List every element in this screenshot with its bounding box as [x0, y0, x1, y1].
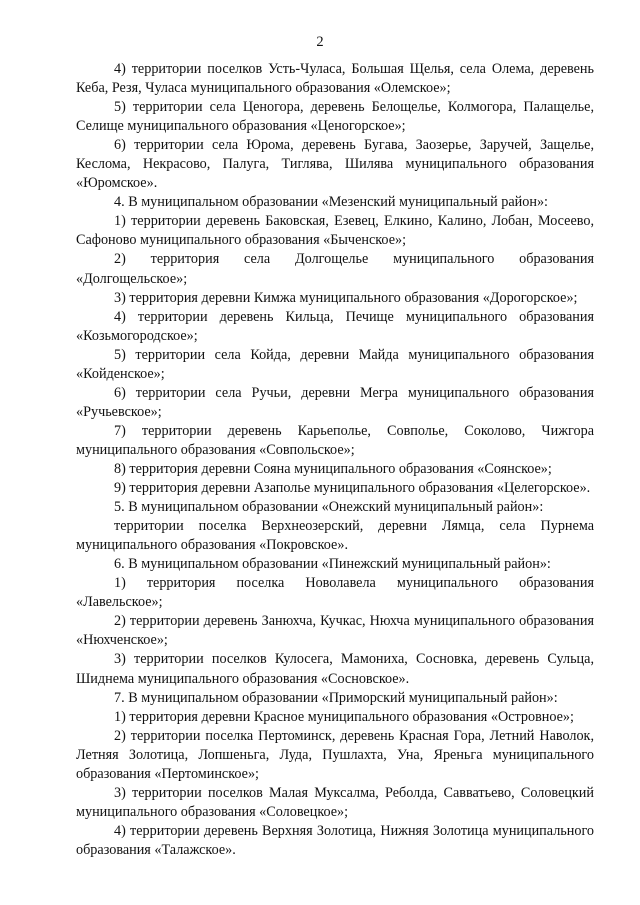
paragraph: 1) территория поселка Новолавела муниципального образования «Лавельское»;: [76, 575, 594, 611]
document-body: [76, 60, 594, 860]
paragraph: 3) территории поселков Малая Муксалма, Реболда, Савватьево, Соловецкий муниципального образования «Соловецкое»;: [76, 784, 594, 820]
paragraph: 4) территории деревень Верхняя Золотица, Нижняя Золотица муниципального образования «Талажское».: [76, 822, 594, 858]
paragraph: 5) территории села Койда, деревни Майда муниципального образования «Койденское»;: [76, 346, 594, 382]
paragraph: 2) территории поселка Пертоминск, деревень Красная Гора, Летний Наволок, Летняя Золотица, Лопшеньга, Луда, Пушлахта, Уна, Яреньга муниципального образования «Пертоминское»;: [76, 727, 594, 782]
section-heading: 5. В муниципальном образовании «Онежский муниципальный район»:: [114, 499, 544, 516]
paragraph: 3) территория деревни Кимжа муниципального образования «Дорогорское»;: [114, 289, 578, 306]
paragraph: 9) территория деревни Азаполье муниципального образования «Целегорское».: [114, 480, 591, 497]
paragraph: 6) территории села Ручьи, деревни Мегра муниципального образования «Ручьевское»;: [76, 384, 594, 420]
paragraph: 2) территория села Долгощелье муниципального образования «Долгощельское»;: [76, 251, 594, 287]
section-heading: 7. В муниципальном образовании «Приморский муниципальный район»:: [114, 689, 558, 706]
paragraph: 7) территории деревень Карьеполье, Совполье, Соколово, Чижгора муниципального образования «Совпольское»;: [76, 422, 594, 458]
paragraph: 8) территория деревни Сояна муниципального образования «Соянское»;: [114, 460, 552, 477]
paragraph: территории поселка Верхнеозерский, деревни Лямца, села Пурнема муниципального образования «Покровское».: [76, 518, 594, 554]
section-heading: 4. В муниципальном образовании «Мезенский муниципальный район»:: [114, 194, 548, 211]
paragraph: 2) территории деревень Занюхча, Кучкас, Нюхча муниципального образования «Нюхченское»;: [76, 613, 594, 649]
paragraph: 1) территория деревни Красное муниципального образования «Островное»;: [114, 708, 574, 725]
paragraph: 6) территории села Юрома, деревень Бугава, Заозерье, Заручей, Защелье, Кеслома, Некрасово, Палуга, Тиглява, Шилява муниципального образования «Юромское».: [76, 137, 594, 192]
section-heading: 6. В муниципальном образовании «Пинежский муниципальный район»:: [114, 556, 551, 573]
paragraph: 4) территории поселков Усть-Чуласа, Большая Щелья, села Олема, деревень Кеба, Резя, Чуласа муниципального образования «Олемское»;: [76, 61, 594, 97]
paragraph: 1) территории деревень Баковская, Езевец, Елкино, Калино, Лобан, Мосеево, Сафоново муниципального образования «Быченское»;: [76, 213, 594, 249]
paragraph: 5) территории села Ценогора, деревень Белощелье, Колмогора, Палащелье, Селище муниципального образования «Ценогорское»;: [76, 99, 594, 135]
page-number: 2: [316, 34, 324, 50]
paragraph: 3) территории поселков Кулосега, Мамониха, Сосновка, деревень Сульца, Шиднема муниципального образования «Сосновское».: [76, 651, 594, 687]
paragraph: 4) территории деревень Кильца, Печище муниципального образования «Козьмогородское»;: [76, 308, 594, 344]
